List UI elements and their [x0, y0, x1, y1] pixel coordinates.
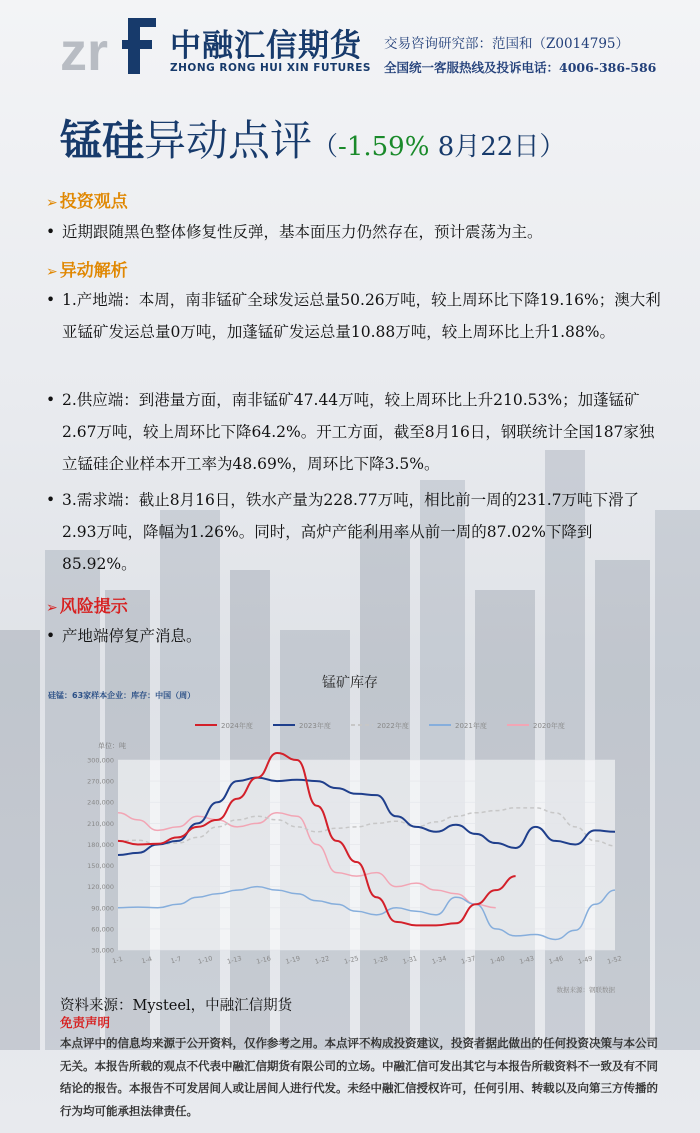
- title-close-paren: ）: [539, 132, 566, 162]
- view-bullet: [46, 216, 666, 248]
- x-tick-label: 1-28: [372, 954, 389, 966]
- legend-label: 2022年度: [377, 722, 409, 730]
- x-tick-label: 1-1: [111, 954, 124, 966]
- y-tick-label: 180,000: [87, 840, 114, 849]
- y-tick-label: 240,000: [87, 798, 114, 807]
- section-title: 投资观点: [59, 192, 128, 212]
- x-tick-label: 1-13: [226, 954, 243, 966]
- title-kind: 异动点评: [144, 116, 313, 165]
- analysis-text-1: 1.产地端：本周，南非锰矿全球发运总量50.26万吨，较上周环比下降19.16%；澳大利亚锰矿发运总量0万吨，加蓬锰矿发运总量10.88万吨，较上周环比上升1.88%。: [62, 291, 661, 341]
- risk-bullet: [46, 620, 666, 652]
- x-tick-label: 1-31: [401, 954, 419, 966]
- section-analysis: [46, 256, 128, 281]
- bullet-icon: •: [46, 627, 56, 645]
- section-risk: [46, 592, 128, 617]
- analysis-text-3: 3.需求端：截止8月16日，铁水产量为228.77万吨，相比前一周的231.7万吨下滑了2.93万吨，降幅为1.26%。同时，高炉产能利用率从前一周的87.02%下降到85.92%。: [62, 491, 639, 573]
- logo-english-name: ZHONG RONG HUI XIN FUTURES: [170, 62, 371, 74]
- title-product: 锰硅: [60, 116, 145, 165]
- section-title: 异动解析: [59, 261, 128, 281]
- company-logo-icon: [60, 14, 160, 78]
- y-tick-label: 210,000: [87, 819, 114, 828]
- y-tick-label: 150,000: [87, 862, 114, 871]
- legend-label: 2021年度: [455, 722, 487, 730]
- x-tick-label: 1-25: [343, 954, 360, 966]
- title-date: 8月22日: [429, 132, 540, 162]
- chart-title: 锰矿库存: [322, 675, 378, 691]
- x-tick-label: 1-40: [489, 954, 506, 966]
- arrow-icon: ➢: [46, 600, 58, 616]
- section-title: 风险提示: [59, 597, 128, 617]
- x-tick-label: 1-7: [169, 954, 183, 966]
- arrow-icon: ➢: [46, 264, 58, 280]
- view-text: 近期跟随黑色整体修复性反弹，基本面压力仍然存在，预计震荡为主。: [62, 223, 543, 241]
- unit-label: 单位：吨: [98, 742, 126, 750]
- x-tick-label: 1-22: [313, 954, 331, 966]
- title-open-paren: （: [312, 132, 339, 162]
- y-tick-label: 60,000: [91, 925, 114, 934]
- legend-label: 2023年度: [299, 722, 331, 730]
- legend-label: 2024年度: [221, 722, 253, 730]
- y-tick-label: 270,000: [87, 777, 114, 786]
- legend-label: 2020年度: [533, 722, 565, 730]
- y-tick-label: 120,000: [87, 883, 114, 892]
- analyst-contact: 交易咨询研究部：范国和（Z0014795）: [384, 36, 630, 52]
- bullet-icon: •: [46, 223, 56, 241]
- y-tick-label: 30,000: [91, 946, 114, 955]
- chart-subtitle: 硅锰：63家样本企业：库存：中国（周）: [48, 691, 196, 700]
- title-change: -1.59%: [338, 132, 430, 162]
- x-tick-label: 1-16: [255, 954, 272, 966]
- chart-source-note: 数据来源：钢联数据: [556, 986, 615, 994]
- bullet-icon: •: [46, 491, 56, 509]
- x-tick-label: 1-49: [577, 954, 594, 966]
- x-tick-label: 1-10: [197, 954, 214, 966]
- arrow-icon: ➢: [46, 195, 58, 211]
- x-tick-label: 1-46: [547, 954, 565, 966]
- x-tick-label: 1-34: [430, 954, 448, 966]
- analysis-bullet-1: [46, 284, 666, 348]
- header: [0, 0, 700, 95]
- x-tick-label: 1-52: [606, 954, 623, 966]
- analysis-text-2: 2.供应端：到港量方面，南非锰矿47.44万吨，较上周环比上升210.53%；加蓬锰矿2.67万吨，较上周环比下降64.2%。开工方面，截至8月16日，钢联统计全国187家独立锰硅企业样本开工率为48.69%，周环比下降3.5%。: [62, 391, 655, 473]
- page-title: [60, 108, 565, 168]
- inventory-line-chart: [60, 710, 630, 1000]
- analysis-bullet-2: [46, 384, 666, 480]
- x-tick-label: 1-37: [460, 954, 477, 966]
- hotline-contact: 全国统一客服热线及投诉电话：4006-386-586: [384, 60, 657, 75]
- data-source: 资料来源：Mysteel，中融汇信期货: [60, 998, 293, 1014]
- disclaimer-title: 免责声明: [60, 1015, 111, 1030]
- x-tick-label: 1-4: [140, 954, 153, 966]
- risk-text: 产地端停复产消息。: [62, 627, 202, 645]
- section-investment-view: [46, 187, 128, 212]
- y-tick-label: 300,000: [87, 756, 114, 765]
- bullet-icon: •: [46, 391, 56, 409]
- plot-area: [118, 760, 615, 950]
- x-tick-label: 1-19: [284, 954, 302, 966]
- analysis-bullet-3: [46, 484, 666, 580]
- logo-chinese-name: 中融汇信期货: [170, 28, 362, 64]
- svg-text:zr: zr: [60, 22, 109, 78]
- bullet-icon: •: [46, 291, 56, 309]
- x-tick-label: 1-43: [518, 954, 535, 966]
- y-tick-label: 90,000: [91, 904, 114, 913]
- disclaimer-text: 本点评中的信息均来源于公开资料，仅作参考之用。本点评不构成投资建议，投资者据此做出的任何投资决策与本公司无关。本报告所载的观点不代表中融汇信期货有限公司的立场。中融汇信可发出其它与本报告所载资料不一致及有不同结论的报告。本报告不可发居间人或让居间人进行代发。未经中融汇信授权许可，任何引用、转载以及向第三方传播的行为均可能承担法律责任。: [60, 1036, 658, 1118]
